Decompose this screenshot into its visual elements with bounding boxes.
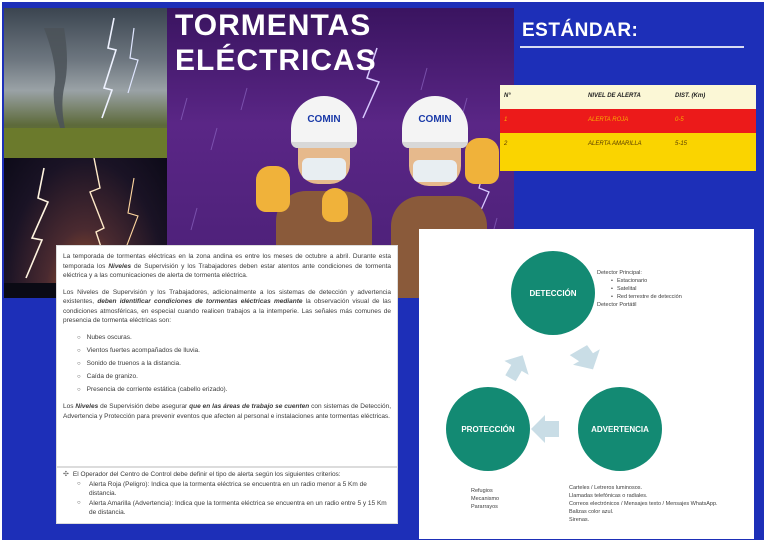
- paragraph-1: La temporada de tormentas eléctricas en la zona andina es entre los meses de octubre a abril. Durante esta temporada los Niveles de Supervisión y los Trabajadores deben estar atentos ante condiciones de tormenta eléctrica y a las comunicaciones de alerta de tormenta eléctrica.: [63, 253, 391, 279]
- detection-notes: [597, 269, 747, 309]
- node-detection: DETECCIÓN: [511, 251, 595, 335]
- alert-table: [500, 85, 756, 171]
- tornado-photo: [4, 8, 167, 158]
- table-header-row: [500, 85, 756, 109]
- protection-notes: [471, 487, 541, 511]
- signs-list: [77, 333, 391, 396]
- list-item: ○ Nubes oscuras.: [77, 333, 391, 344]
- header-dist: DIST. (Km): [675, 93, 706, 99]
- cell-no: 2: [504, 141, 508, 147]
- stop-hand-icon: [465, 138, 499, 184]
- detection-portable: Detector Portátil: [597, 302, 637, 308]
- header-level: NIVEL DE ALERTA: [588, 93, 641, 99]
- comin-logo-right: COMIN: [418, 114, 452, 125]
- warning-notes: [569, 484, 751, 524]
- storm-guidance-text: [56, 245, 398, 467]
- criteria-item-yellow: ○ Alerta Amarilla (Advertencia): Indica que la tormenta eléctrica se encuentra en un radio entre 5 y 15 Km de distancia.: [77, 499, 391, 517]
- paragraph-3: Los Niveles de Supervisión debe asegurar que en las áreas de trabajo se cuenten con sistemas de Detección, Advertencia y Protección para prevenir eventos que afecten al personal e instalaciones ante tormentas eléctricas.: [63, 403, 392, 420]
- helmet-icon: [291, 96, 357, 148]
- helmet-icon: [402, 96, 468, 148]
- title-underline: [520, 46, 744, 48]
- warning-item: Llamadas telefónicas o radiales.: [569, 493, 648, 499]
- detection-item: • Red terrestre de detección: [597, 293, 747, 301]
- criteria-lead: ✣ El Operador del Centro de Control debe definir el tipo de alerta según los siguientes criterios:: [63, 470, 391, 479]
- node-protection: PROTECCIÓN: [446, 387, 530, 471]
- node-warning: ADVERTENCIA: [578, 387, 662, 471]
- stop-hand-icon: [256, 166, 290, 212]
- mask-icon: [413, 160, 457, 182]
- cycle-diagram: [419, 229, 754, 539]
- detection-item: • Satelital: [597, 285, 747, 293]
- criteria-item-red: ○ Alerta Roja (Peligro): Indica que la tormenta eléctrica se encuentra en un radio menor a 5 Km de distancia.: [77, 480, 391, 498]
- list-item: ○ Presencia de corriente estática (cabello erizado).: [77, 385, 391, 396]
- protection-item: Refugios: [471, 488, 493, 494]
- arrow-icon: [568, 341, 607, 377]
- warning-item: Correos electrónicos / Mensajes texto / Mensajes WhatsApp.: [569, 501, 718, 507]
- paragraph-2: Los Niveles de Supervisión y los Trabajadores, adicionalmente a los sistemas de detección y advertencia existentes, deben identificar condiciones de tormentas eléctricas mediante la observación visual de las condiciones atmosféricas, en especial cuando realicen trabajos a la intemperie. Las señales más comunes de presencia de tormenta eléctricas son:: [63, 288, 391, 324]
- warning-item: Balizas color azul.: [569, 509, 614, 515]
- hand-icon: [322, 188, 348, 222]
- poster-title-line1: TORMENTAS: [175, 9, 372, 42]
- warning-item: Sirenas.: [569, 517, 590, 523]
- tornado-illustration: [4, 8, 167, 158]
- detection-item: • Estacionario: [597, 277, 747, 285]
- protection-item: Mecanismo: [471, 496, 500, 502]
- list-item: ○ Vientos fuertes acompañados de lluvia.: [77, 346, 391, 357]
- list-item: ○ Sonido de truenos a la distancia.: [77, 359, 391, 370]
- arrow-icon: [498, 349, 535, 386]
- cell-no: 1: [504, 117, 508, 123]
- slide-frame: [2, 2, 764, 540]
- arrow-icon: [531, 415, 559, 443]
- cell-level: ALERTA AMARILLA: [588, 141, 642, 147]
- poster-title-line2: ELÉCTRICAS: [175, 44, 377, 77]
- table-row: [500, 109, 756, 133]
- cell-level: ALERTA ROJA: [588, 117, 629, 123]
- poster-title: [175, 8, 377, 78]
- alert-criteria-text: [56, 467, 398, 524]
- detection-main: Detector Principal:: [597, 270, 642, 276]
- mask-icon: [302, 158, 346, 180]
- comin-logo-left: COMIN: [307, 114, 341, 125]
- cell-dist: 0-5: [675, 117, 684, 123]
- standard-title: ESTÁNDAR:: [522, 20, 639, 41]
- list-item: ○ Caída de granizo.: [77, 372, 391, 383]
- cell-dist: 5-15: [675, 141, 688, 147]
- header-no: N°: [504, 93, 511, 99]
- protection-item: Pararrayos: [471, 504, 498, 510]
- warning-item: Carteles / Letreros luminosos.: [569, 485, 643, 491]
- table-row: [500, 133, 756, 171]
